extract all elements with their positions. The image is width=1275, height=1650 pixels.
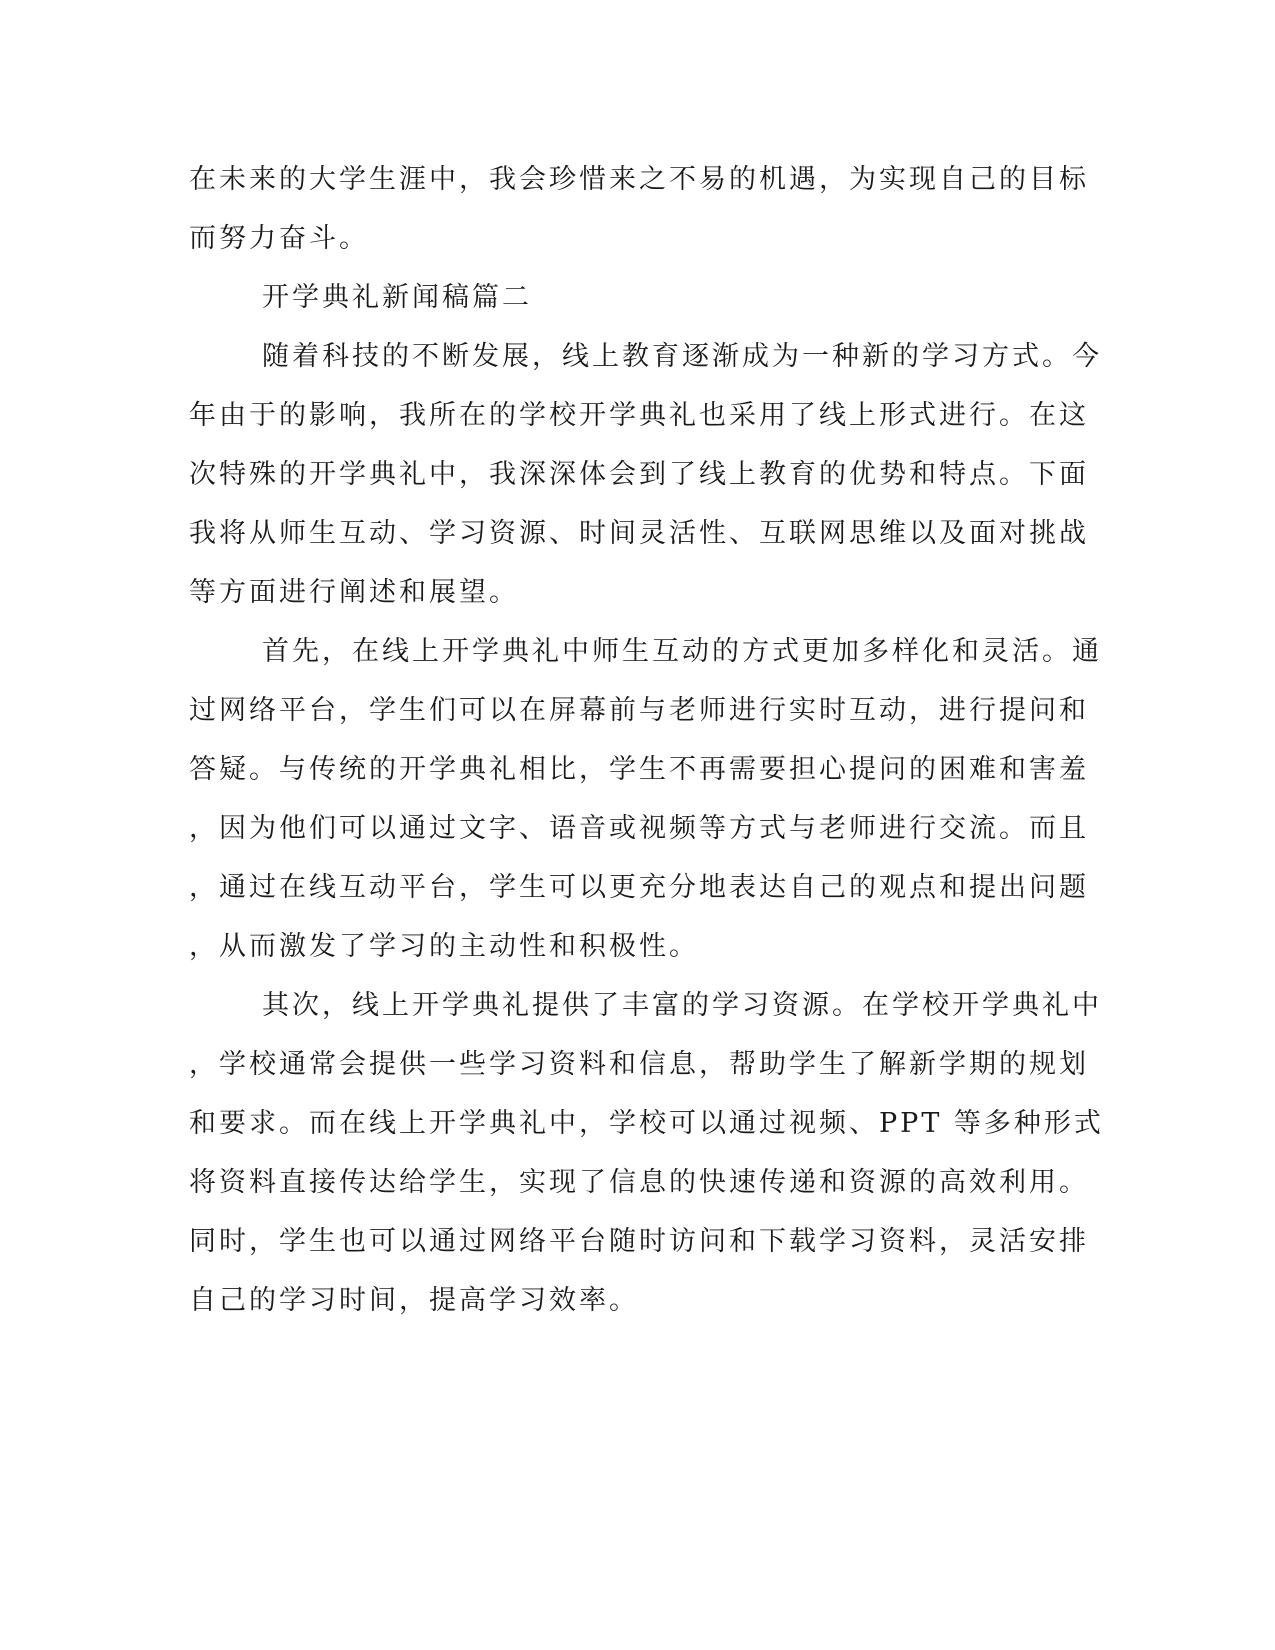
text-line: 答疑。与传统的开学典礼相比，学生不再需要担心提问的困难和害羞	[189, 754, 1089, 785]
text-line: 次特殊的开学典礼中，我深深体会到了线上教育的优势和特点。下面	[189, 459, 1089, 490]
text-line: 随着科技的不断发展，线上教育逐渐成为一种新的学习方式。今	[262, 341, 1102, 372]
text-line: 过网络平台，学生们可以在屏幕前与老师进行实时互动，进行提问和	[189, 695, 1089, 726]
text-line: 将资料直接传达给学生，实现了信息的快速传递和资源的高效利用。	[189, 1167, 1089, 1198]
text-line: 同时，学生也可以通过网络平台随时访问和下载学习资料，灵活安排	[189, 1226, 1089, 1257]
text-line: 自己的学习时间，提高学习效率。	[189, 1285, 639, 1316]
text-line: 和要求。而在线上开学典礼中，学校可以通过视频、PPT 等多种形式	[189, 1108, 1104, 1139]
text-line: 年由于的影响，我所在的学校开学典礼也采用了线上形式进行。在这	[189, 400, 1089, 431]
text-line: ，因为他们可以通过文字、语音或视频等方式与老师进行交流。而且	[189, 813, 1089, 844]
section-heading: 开学典礼新闻稿篇二	[262, 282, 532, 313]
text-line: ，通过在线互动平台，学生可以更充分地表达自己的观点和提出问题	[189, 872, 1089, 903]
text-line: 而努力奋斗。	[189, 223, 369, 254]
text-line: 我将从师生互动、学习资源、时间灵活性、互联网思维以及面对挑战	[189, 518, 1089, 549]
text-line: 首先，在线上开学典礼中师生互动的方式更加多样化和灵活。通	[262, 636, 1102, 667]
text-line: 在未来的大学生涯中，我会珍惜来之不易的机遇，为实现自己的目标	[189, 164, 1089, 195]
text-line: ，学校通常会提供一些学习资料和信息，帮助学生了解新学期的规划	[189, 1049, 1089, 1080]
text-line: ，从而激发了学习的主动性和积极性。	[189, 931, 699, 962]
text-line: 等方面进行阐述和展望。	[189, 577, 519, 608]
text-line: 其次，线上开学典礼提供了丰富的学习资源。在学校开学典礼中	[262, 990, 1102, 1021]
